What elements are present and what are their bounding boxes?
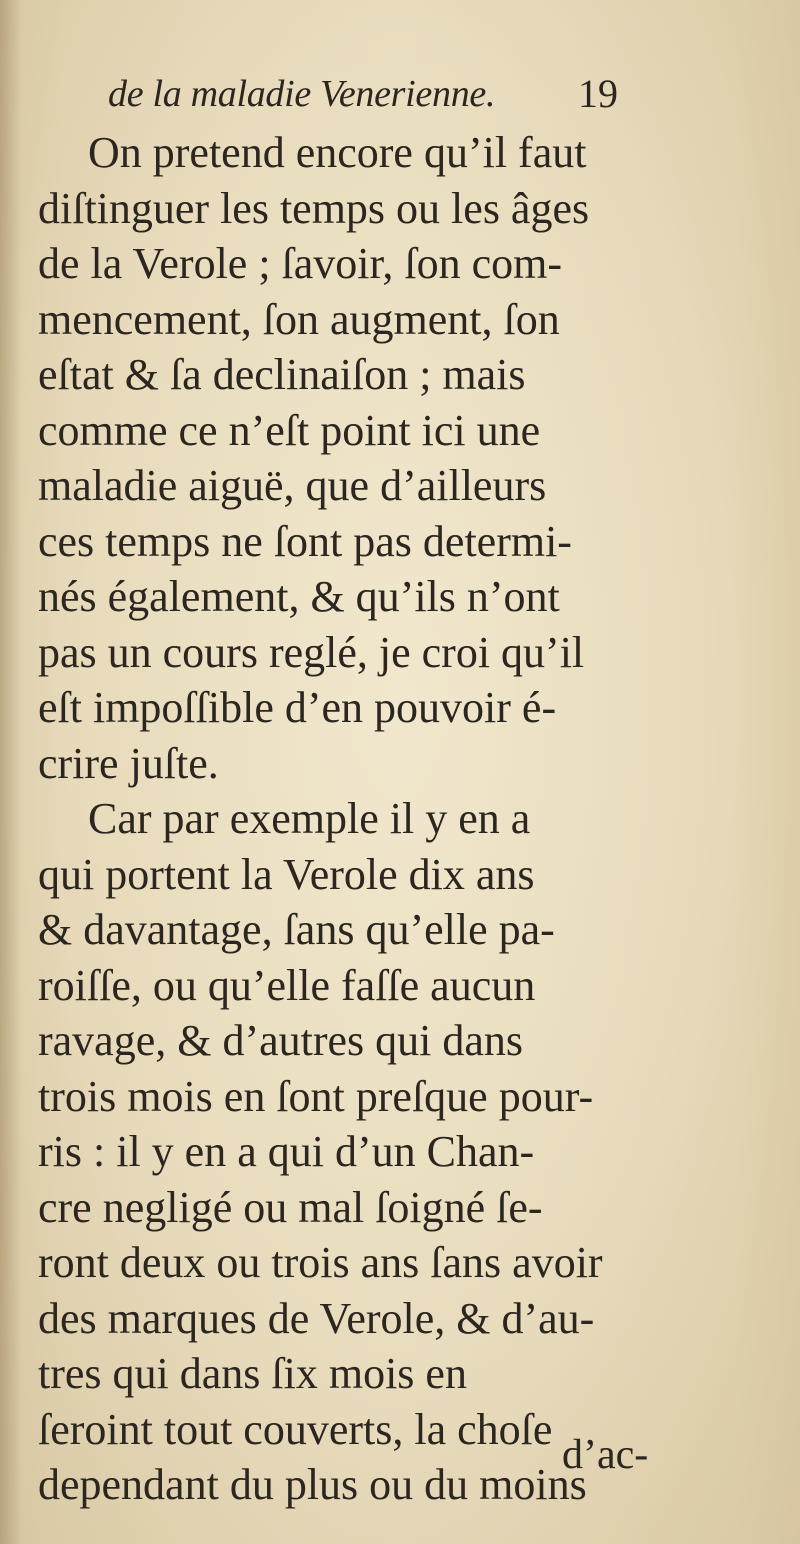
- text-line: Car par exemple il y en a: [88, 794, 531, 843]
- text-line: ſeroint tout couverts, la choſe: [38, 1404, 553, 1454]
- text-line: maladie aiguë, que d’ailleurs: [38, 461, 547, 510]
- text-line: On pretend encore qu’il faut: [88, 128, 587, 177]
- text-line: diſtinguer les temps ou les âges: [38, 183, 590, 233]
- text-line: eſt impoſſible d’en pouvoir é-: [38, 683, 557, 732]
- text-line: roiſſe, ou qu’elle faſſe aucun: [38, 960, 536, 1010]
- text-line: & davantage, ſans qu’elle pa-: [38, 905, 555, 954]
- running-head: [108, 68, 668, 120]
- text-line: nés également, & qu’ils n’ont: [38, 572, 560, 621]
- text-line: qui portent la Verole dix ans: [38, 849, 535, 899]
- text-line: cre negligé ou mal ſoigné ſe-: [38, 1182, 543, 1232]
- text-line: de la Verole ; ſavoir, ſon com-: [38, 239, 563, 288]
- text-line: ces temps ne ſont pas determi-: [38, 516, 572, 566]
- text-line: tres qui dans ſix mois en: [38, 1349, 467, 1398]
- text-line: eſtat & ſa declinaiſon ; mais: [38, 350, 526, 399]
- text-line: ravage, & d’autres qui dans: [38, 1016, 524, 1065]
- text-line: comme ce n’eſt point ici une: [38, 405, 541, 455]
- text-line: dependant du plus ou du moins: [38, 1460, 587, 1509]
- text-line: mencement, ſon augment, ſon: [38, 294, 560, 344]
- text-line: ront deux ou trois ans ſans avoir: [38, 1238, 603, 1287]
- catchword: d’ac-: [562, 1432, 649, 1478]
- text-line: crire juſte.: [38, 738, 219, 788]
- text-line: trois mois en ſont preſque pour-: [38, 1071, 594, 1121]
- page-number: 19: [578, 71, 618, 116]
- text-line: ris : il y en a qui d’un Chan-: [38, 1127, 535, 1176]
- text-line: des marques de Verole, & d’au-: [38, 1293, 595, 1343]
- text-line: pas un cours reglé, je croi qu’il: [38, 627, 585, 677]
- body-text: [38, 125, 668, 1513]
- running-title: de la maladie Venerienne.: [108, 73, 496, 115]
